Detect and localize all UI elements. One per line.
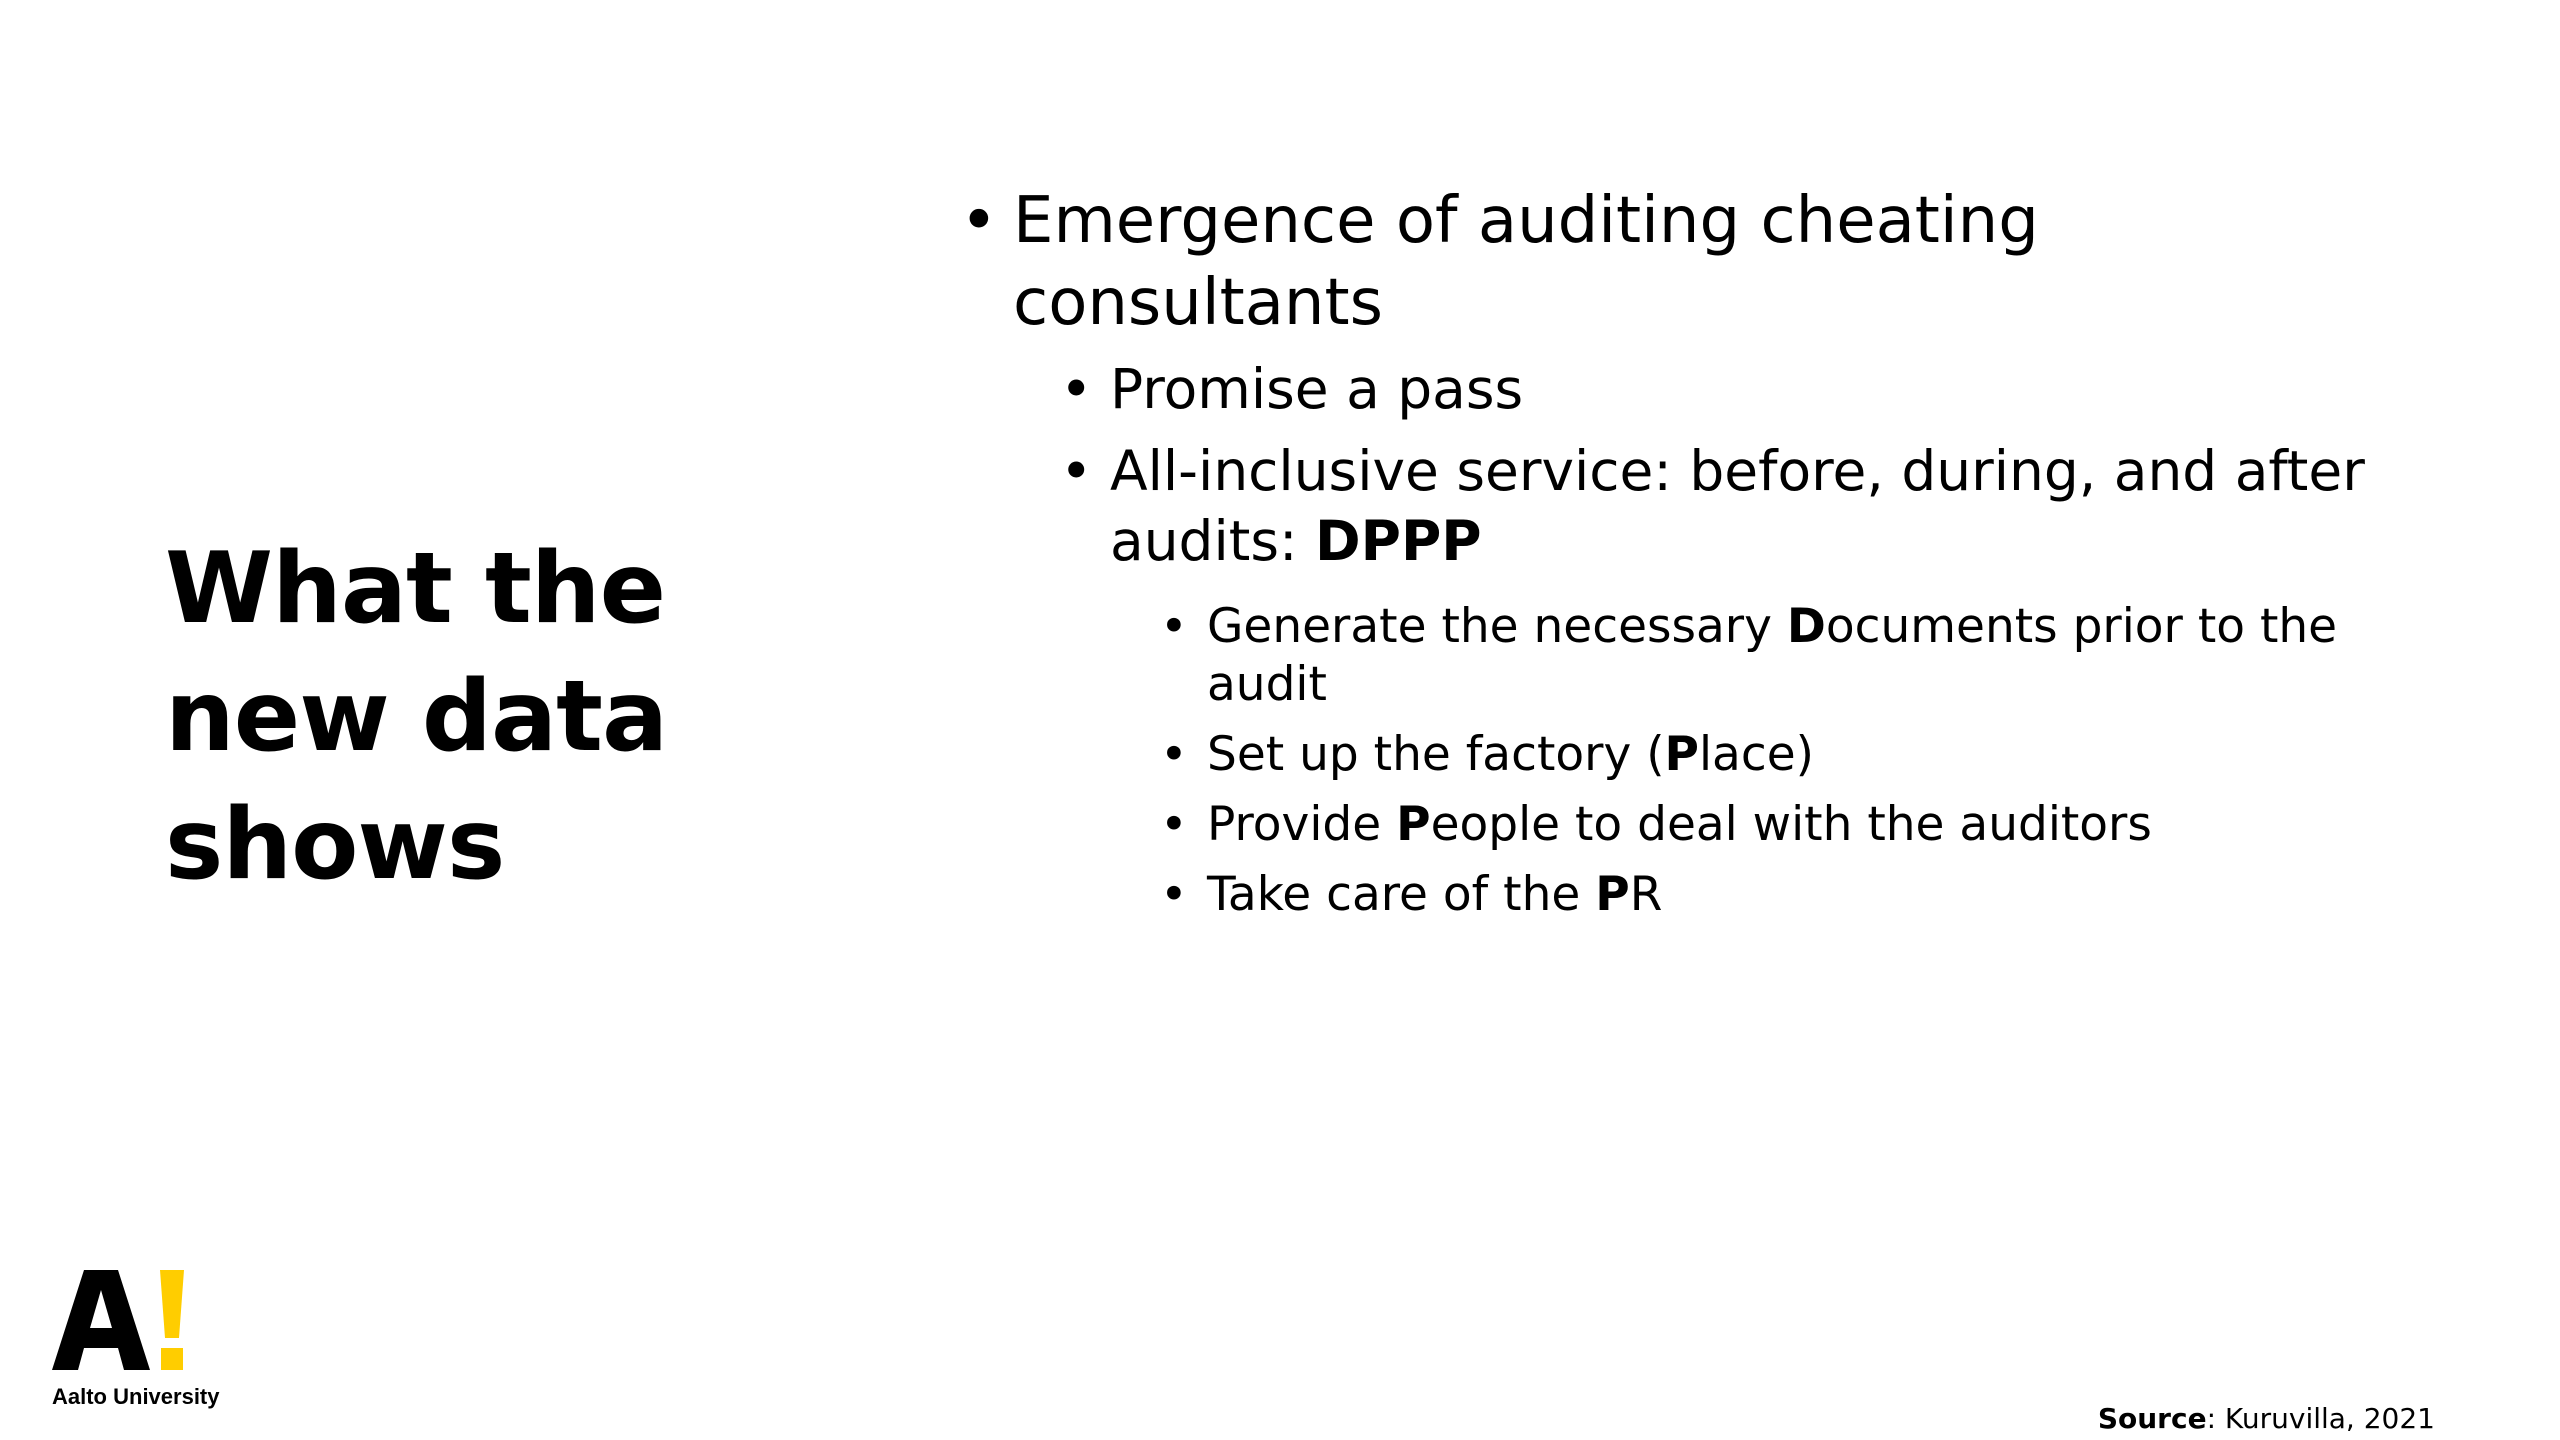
bullet-dot: • xyxy=(1160,727,1188,782)
bullet-text-emphasis: P xyxy=(1664,727,1699,782)
bullet-text-emphasis: D xyxy=(1786,599,1826,654)
logo-label: Aalto University xyxy=(52,1384,220,1409)
bullet-dot: • xyxy=(1160,867,1188,922)
bullet-item-all-inclusive xyxy=(1060,436,2420,576)
bullet-text: ocuments prior to the audit xyxy=(1207,599,2338,712)
bullet-item-pr xyxy=(1160,866,2420,924)
bullet-text-emphasis: P xyxy=(1396,797,1431,852)
aalto-logo-mark-icon xyxy=(52,1262,202,1377)
bullet-text: Take care of the xyxy=(1207,867,1596,922)
bullet-dot: • xyxy=(1160,797,1188,852)
source-citation xyxy=(2098,1402,2435,1436)
title-line-1: What the xyxy=(165,532,666,646)
bullet-text: lace) xyxy=(1699,727,1814,782)
bullet-item-place xyxy=(1160,726,2420,784)
bullet-list xyxy=(960,180,2420,924)
bullet-text: Promise a pass xyxy=(1110,357,1524,421)
bullet-text: Provide xyxy=(1207,797,1397,852)
bullet-item-people xyxy=(1160,796,2420,854)
bullet-item-consultants xyxy=(960,180,2420,344)
bullet-text-emphasis: DPPP xyxy=(1315,509,1482,573)
bullet-text: Emergence of auditing cheating consultants xyxy=(1013,184,2039,340)
bullet-dot: • xyxy=(1060,357,1093,421)
bullet-item-documents xyxy=(1160,598,2420,714)
title-line-2: new data xyxy=(165,660,668,774)
source-label: Source xyxy=(2097,1402,2207,1435)
bullet-text: eople to deal with the auditors xyxy=(1430,797,2152,852)
bullet-dot: • xyxy=(1060,439,1093,503)
bullet-text-emphasis: P xyxy=(1595,867,1630,922)
title-line-3: shows xyxy=(165,788,505,902)
bullet-text: R xyxy=(1629,867,1663,922)
bullet-text: All-inclusive service: before, during, and after audits: xyxy=(1110,439,2365,573)
bullet-dot: • xyxy=(960,184,998,258)
bullet-dot: • xyxy=(1160,599,1188,654)
source-text: : Kuruvilla, 2021 xyxy=(2206,1402,2435,1435)
bullet-text: Set up the factory ( xyxy=(1207,727,1665,782)
aalto-logo xyxy=(52,1262,242,1422)
bullet-text: Generate the necessary xyxy=(1207,599,1787,654)
bullet-item-promise xyxy=(1060,354,2420,424)
slide-title xyxy=(165,525,885,909)
